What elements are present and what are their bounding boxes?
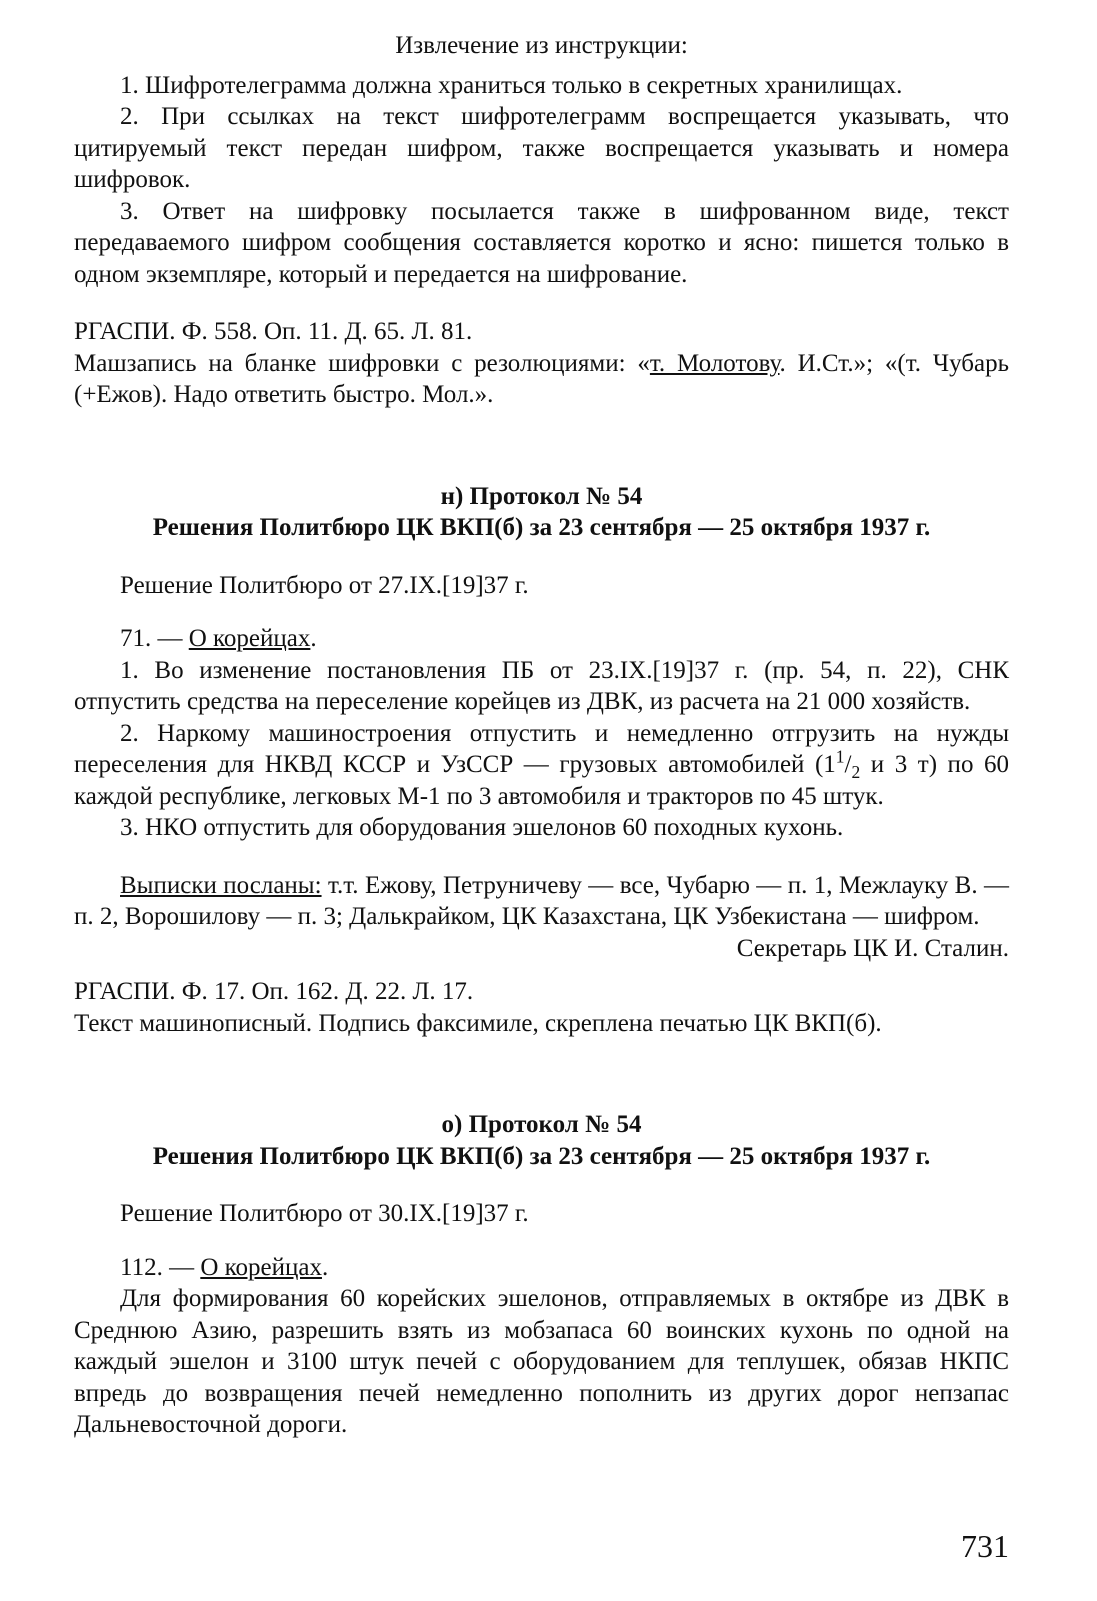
fraction-numerator: 1 <box>835 746 845 767</box>
section-n-signature: Секретарь ЦК И. Сталин. <box>736 934 1009 962</box>
section-n-extracts-text: т.т. Ежову, Петруничеву — все, Чубарю — п. 1, Межлауку В. — п. 2, Ворошилову — п. 3; Далькрайком, ЦК Казахстана, ЦК Узбекистана — шифром. <box>74 871 1009 930</box>
section-n-point-2 <box>74 718 1009 813</box>
instruction-note-suffix: . И.Ст.»; «(т. Чубарь (+Ежов). Надо ответить быстро. Мол.». <box>74 349 1009 408</box>
section-n-title-line1: н) Протокол № 54 <box>440 482 643 510</box>
section-n-item-number: 71. — <box>120 625 189 652</box>
instruction-note <box>74 348 1009 411</box>
section-o-item-title-end: . <box>321 1253 329 1281</box>
fraction-slash: / <box>844 751 852 778</box>
section-n-extracts <box>74 870 1009 933</box>
instruction-note-underlined: т. Молотову <box>649 349 780 377</box>
document-page <box>74 30 1009 1441</box>
section-n-item-heading <box>74 623 1009 655</box>
section-n-point-2-a: 2. Наркому машиностроения отпустить и немедленно отгрузить на нужды переселения для НКВД КССР и УзССР — грузовых автомобилей (1 <box>74 719 1009 778</box>
section-o-item-heading <box>74 1252 1009 1284</box>
section-n-item-title: О корейцах <box>188 625 311 652</box>
instruction-title: Извлечение из инструкции: <box>395 32 688 59</box>
section-o-title-line1: о) Протокол № 54 <box>441 1111 642 1138</box>
instruction-item-1: 1. Шифротелеграмма должна храниться только в секретных хранилищах. <box>120 71 903 99</box>
instruction-item-2: 2. При ссылках на текст шифротелеграмм воспрещается указывать, что цитируемый текст передан шифром, также воспрещается указывать и номера шифровок. <box>74 103 1009 193</box>
fraction-denominator: 2 <box>851 762 861 782</box>
section-n-decision-date: Решение Политбюро от 27.IX.[19]37 г. <box>120 571 529 599</box>
instruction-note-prefix: Машзапись на бланке шифровки с резолюциями: « <box>74 349 650 377</box>
page-number: 731 <box>961 1528 1009 1564</box>
section-n-point-3: 3. НКО отпустить для оборудования эшелонов 60 походных кухонь. <box>120 814 844 841</box>
section-n-point-1: 1. Во изменение постановления ПБ от 23.IX.[19]37 г. (пр. 54, п. 22), СНК отпустить средства на переселение корейцев из ДВК, из расчета на 21 000 хозяйств. <box>74 656 1009 715</box>
section-n-title-line2: Решения Политбюро ЦК ВКП(б) за 23 сентября — 25 октября 1937 г. <box>152 514 931 541</box>
section-o-item-title: О корейцах <box>200 1253 322 1281</box>
section-n-extracts-label: Выписки посланы: <box>120 871 322 899</box>
section-o-title-line2: Решения Политбюро ЦК ВКП(б) за 23 сентября — 25 октября 1937 г. <box>152 1142 931 1170</box>
section-n-source: РГАСПИ. Ф. 17. Оп. 162. Д. 22. Л. 17. <box>74 978 474 1005</box>
section-o-decision-date: Решение Политбюро от 30.IX.[19]37 г. <box>120 1200 529 1227</box>
section-n-point-2-b: и 3 т) по 60 каждой республике, легковых М-1 по 3 автомобиля и тракторов по 45 штук. <box>74 751 1009 810</box>
section-n-item-title-end: . <box>310 625 317 652</box>
section-n-note: Текст машинописный. Подпись факсимиле, скреплена печатью ЦК ВКП(б). <box>74 1009 882 1037</box>
instruction-source: РГАСПИ. Ф. 558. Оп. 11. Д. 65. Л. 81. <box>74 318 473 345</box>
instruction-item-3: 3. Ответ на шифровку посылается также в шифрованном виде, текст передаваемого шифром сообщения составляется коротко и ясно: пишется только в одном экземпляре, который и передается на шифрование. <box>74 197 1009 288</box>
section-o-item-number: 112. — <box>120 1253 201 1281</box>
section-o-body: Для формирования 60 корейских эшелонов, отправляемых в октябре из ДВК в Среднюю Азию, разрешить взять из мобзапаса 60 воинских кухонь по одной на каждый эшелон и 3100 штук печей с оборудованием для теплушек, обязав НКПС впредь до возвращения печей немедленно пополнить из других дорог непзапас Дальневосточной дороги. <box>74 1285 1009 1438</box>
